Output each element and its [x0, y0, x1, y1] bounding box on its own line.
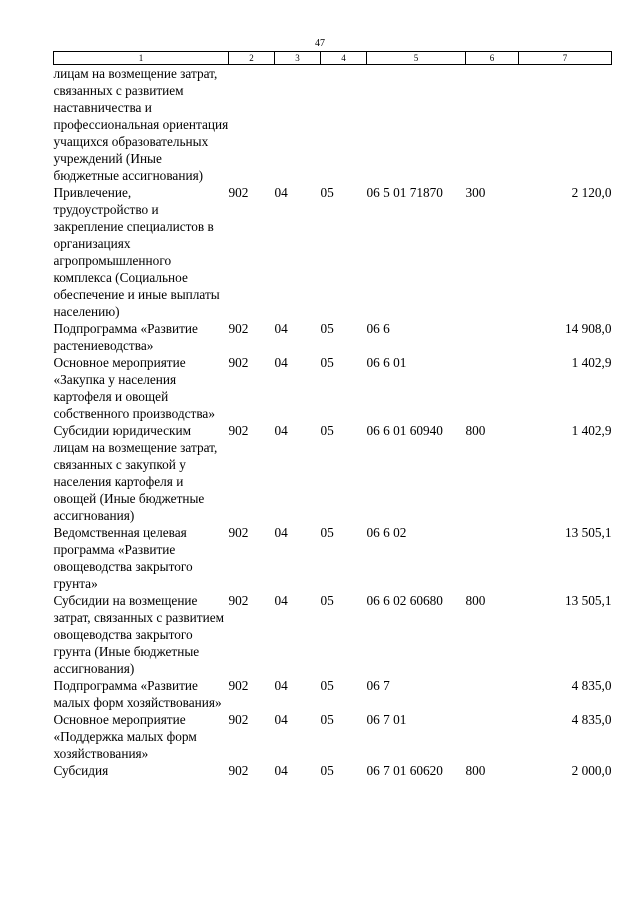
row-amount: 14 908,0 — [564, 321, 612, 336]
row-subsection-code: 05 — [320, 678, 334, 693]
row-expense-type — [466, 677, 519, 711]
row-section-code: 04 — [274, 763, 288, 778]
row-amount: 13 505,1 — [564, 525, 612, 540]
row-target-article: 06 6 — [366, 321, 390, 336]
row-target-article: 06 7 — [366, 678, 390, 693]
row-subsection-code: 05 — [320, 712, 334, 727]
row-name: Субсидии на возмещение затрат, связанных с развитием овощеводства закрытого грунта (Иные бюджетные ассигнования) — [53, 593, 225, 676]
row-target-article: 06 6 02 60680 — [366, 593, 443, 608]
row-amount: 1 402,9 — [571, 355, 612, 370]
row-subsection-code: 05 — [320, 593, 334, 608]
row-target-article: 06 6 01 — [366, 355, 407, 370]
row-section-code — [275, 65, 321, 185]
row-amount: 4 835,0 — [571, 712, 612, 727]
row-expense-type — [466, 354, 519, 422]
row-amount: 1 402,9 — [571, 423, 612, 438]
row-target-article: 06 6 02 — [366, 525, 407, 540]
row-department-code: 902 — [228, 678, 249, 693]
row-section-code: 04 — [274, 423, 288, 438]
table-row — [54, 592, 612, 677]
row-department-code: 902 — [228, 321, 249, 336]
table-row — [54, 320, 612, 354]
row-expense-type: 800 — [465, 423, 486, 438]
column-header-6: 6 — [466, 52, 519, 65]
column-header-5: 5 — [367, 52, 466, 65]
budget-table — [53, 51, 612, 779]
column-header-4: 4 — [321, 52, 367, 65]
row-expense-type — [466, 320, 519, 354]
row-name: Основное мероприятие «Закупка у населения картофеля и овощей собственного производства» — [53, 355, 215, 421]
row-section-code: 04 — [274, 185, 288, 200]
table-header — [54, 52, 612, 65]
column-header-1: 1 — [54, 52, 229, 65]
row-department-code: 902 — [228, 355, 249, 370]
table-body — [54, 65, 612, 780]
page-number: 47 — [315, 38, 325, 49]
row-amount — [519, 65, 612, 185]
column-header-3: 3 — [275, 52, 321, 65]
row-subsection-code: 05 — [320, 525, 334, 540]
row-department-code: 902 — [228, 712, 249, 727]
row-expense-type — [466, 711, 519, 762]
row-subsection-code — [321, 65, 367, 185]
row-target-article — [367, 65, 466, 185]
row-expense-type — [466, 524, 519, 592]
row-expense-type — [466, 65, 519, 185]
row-name: Субсидия — [53, 763, 109, 778]
table-row — [54, 422, 612, 524]
column-number-row — [54, 52, 612, 65]
row-subsection-code: 05 — [320, 423, 334, 438]
row-department-code: 902 — [228, 185, 249, 200]
row-amount: 13 505,1 — [564, 593, 612, 608]
table-row — [54, 65, 612, 185]
row-name: Ведомственная целевая программа «Развитие овощеводства закрытого грунта» — [53, 525, 193, 591]
row-expense-type: 300 — [465, 185, 486, 200]
row-section-code: 04 — [274, 712, 288, 727]
row-section-code: 04 — [274, 525, 288, 540]
row-subsection-code: 05 — [320, 355, 334, 370]
row-subsection-code: 05 — [320, 185, 334, 200]
row-name: Подпрограмма «Развитие малых форм хозяйствования» — [53, 678, 222, 710]
row-amount: 4 835,0 — [571, 678, 612, 693]
row-section-code: 04 — [274, 321, 288, 336]
table-row — [54, 711, 612, 762]
row-section-code: 04 — [274, 593, 288, 608]
row-department-code: 902 — [228, 593, 249, 608]
row-section-code: 04 — [274, 355, 288, 370]
row-amount: 2 120,0 — [571, 185, 612, 200]
table-row — [54, 354, 612, 422]
row-department-code: 902 — [228, 763, 249, 778]
row-section-code: 04 — [274, 678, 288, 693]
row-amount: 2 000,0 — [571, 763, 612, 778]
table-row — [54, 677, 612, 711]
table-row — [54, 524, 612, 592]
table-row — [54, 762, 612, 779]
row-department-code — [229, 65, 275, 185]
row-subsection-code: 05 — [320, 321, 334, 336]
row-department-code: 902 — [228, 423, 249, 438]
row-name: Субсидии юридическим лицам на возмещение затрат, связанных с закупкой у населения картофеля и овощей (Иные бюджетные ассигнования) — [53, 423, 218, 523]
row-name: Основное мероприятие «Поддержка малых форм хозяйствования» — [53, 712, 197, 761]
row-target-article: 06 5 01 71870 — [366, 185, 443, 200]
row-target-article: 06 7 01 60620 — [366, 763, 443, 778]
row-expense-type: 800 — [465, 763, 486, 778]
row-expense-type: 800 — [465, 593, 486, 608]
row-target-article: 06 7 01 — [366, 712, 407, 727]
table-row — [54, 184, 612, 320]
row-name: Подпрограмма «Развитие растениеводства» — [53, 321, 198, 353]
row-name: лицам на возмещение затрат, связанных с развитием наставничества и профессиональная ориентация учащихся образовательных учреждений (Иные бюджетные ассигнования) — [53, 66, 229, 183]
row-target-article: 06 6 01 60940 — [366, 423, 443, 438]
row-name: Привлечение, трудоустройство и закрепление специалистов в организациях агропромышленного комплекса (Социальное обеспечение и иные выплаты населению) — [53, 185, 220, 319]
column-header-7: 7 — [519, 52, 612, 65]
row-department-code: 902 — [228, 525, 249, 540]
row-subsection-code: 05 — [320, 763, 334, 778]
column-header-2: 2 — [229, 52, 275, 65]
